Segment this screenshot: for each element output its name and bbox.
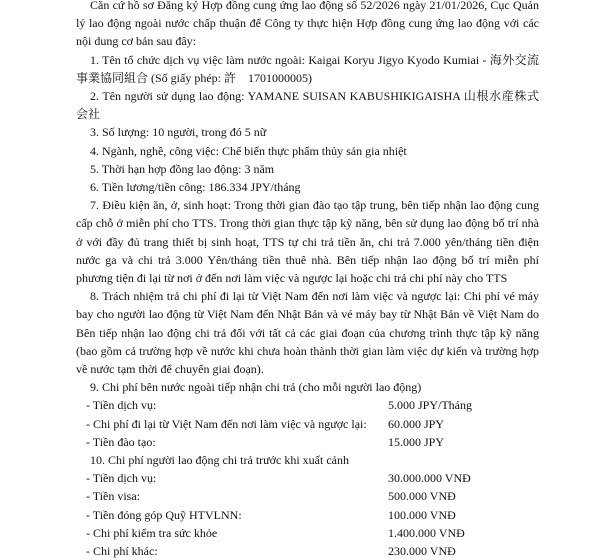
item-7: 7. Điều kiện ăn, ở, sinh hoạt: Trong thời gian đào tạo tập trung, bên tiếp nhận lao động cung cấp chỗ ở miễn phí cho TTS. Trong thời gian thực tập kỹ năng, bên sử dụng lao động bố trí nhà ở với đầy đủ trang thiết bị sinh hoạt, TTS tự chi trả tiền ăn, chi trả 7.000 yên/tháng tiền điện nước ga và chi trả 3.000 Yên/tháng tiền thuê nhà. Bên tiếp nhận lao động bố trí miễn phí phương tiện đi lại từ nơi ở đến nơi làm việc và ngược lại hoặc chi trả chi phí này cho TTS bbox=[76, 198, 539, 286]
cost-value: 60.000 JPY bbox=[388, 416, 445, 431]
worker-cost-row bbox=[76, 469, 539, 487]
cost-value: 15.000 JPY bbox=[388, 434, 445, 449]
cost-label: - Tiền đào tạo: bbox=[86, 434, 156, 449]
cost-label: - Chi phí khác: bbox=[86, 544, 158, 559]
foreign-cost-row bbox=[76, 396, 539, 414]
item-9: 9. Chi phí bên nước ngoài tiếp nhận chi trả (cho mỗi người lao động) bbox=[90, 380, 422, 395]
document-body bbox=[76, 0, 539, 560]
cost-value: 500.000 VNĐ bbox=[388, 489, 456, 504]
cost-label: - Chi phí đi lại từ Việt Nam đến nơi làm việc và ngược lại: bbox=[86, 416, 367, 431]
worker-cost-row bbox=[76, 524, 539, 542]
cost-value: 30.000.000 VNĐ bbox=[388, 471, 471, 486]
cost-label: - Tiền dịch vụ: bbox=[86, 398, 157, 413]
worker-cost-row bbox=[76, 506, 539, 524]
worker-cost-row bbox=[76, 487, 539, 505]
foreign-cost-row bbox=[76, 433, 539, 451]
cost-value: 230.000 VNĐ bbox=[388, 544, 456, 559]
item-3: 3. Số lượng: 10 người, trong đó 5 nữ bbox=[90, 125, 267, 140]
worker-cost-row bbox=[76, 542, 539, 560]
item-8: 8. Trách nhiệm trả chi phí đi lại từ Việt Nam đến nơi làm việc và ngược lại: Chi phí vé máy bay cho người lao động từ Việt Nam đến Nhật Bản và vé máy bay từ Nhật Bản về Việt Nam do Bên tiếp nhận lao động chi trả đối với tất cả các giai đoạn của chương trình thực tập kỹ năng (bao gồm cả trường hợp về nước khi chưa hoàn thành thời gian làm việc dự kiến và trường hợp về nước tạm thời để chuyển giai đoạn). bbox=[76, 289, 539, 377]
cost-label: - Tiền dịch vụ: bbox=[86, 471, 157, 486]
cost-label: - Tiền visa: bbox=[86, 489, 141, 504]
cost-label: - Tiền đóng góp Quỹ HTVLNN: bbox=[86, 507, 242, 522]
intro-paragraph: Căn cứ hồ sơ Đăng ký Hợp đồng cung ứng lao động số 52/2026 ngày 21/01/2026, Cục Quản lý lao động ngoài nước chấp thuận để Công ty thực hiện Hợp đồng cung ứng lao động với các nội dung cơ bản sau đây: bbox=[76, 0, 539, 49]
foreign-cost-row bbox=[76, 415, 539, 433]
item-10: 10. Chi phí người lao động chi trả trước khi xuất cảnh bbox=[90, 453, 349, 468]
item-4: 4. Ngành, nghề, công việc: Chế biến thực phẩm thủy sản gia nhiệt bbox=[90, 143, 407, 158]
cost-label: - Chi phí kiểm tra sức khỏe bbox=[86, 525, 218, 540]
item-5: 5. Thời hạn hợp đồng lao động: 3 năm bbox=[90, 161, 275, 176]
item-1: 1. Tên tổ chức dịch vụ việc làm nước ngoài: Kaigai Koryu Jigyo Kyodo Kumiai - 海外交流事業協同組合 (Số giấy phép: 許 1701000005) bbox=[76, 52, 539, 85]
cost-value: 100.000 VNĐ bbox=[388, 507, 456, 522]
cost-value: 1.400.000 VNĐ bbox=[388, 525, 465, 540]
item-2: 2. Tên người sử dụng lao động: YAMANE SUISAN KABUSHIKIGAISHA 山根水産株式会社 bbox=[76, 89, 539, 122]
item-6: 6. Tiền lương/tiền công: 186.334 JPY/tháng bbox=[90, 180, 301, 195]
cost-value: 5.000 JPY/Tháng bbox=[388, 398, 472, 413]
